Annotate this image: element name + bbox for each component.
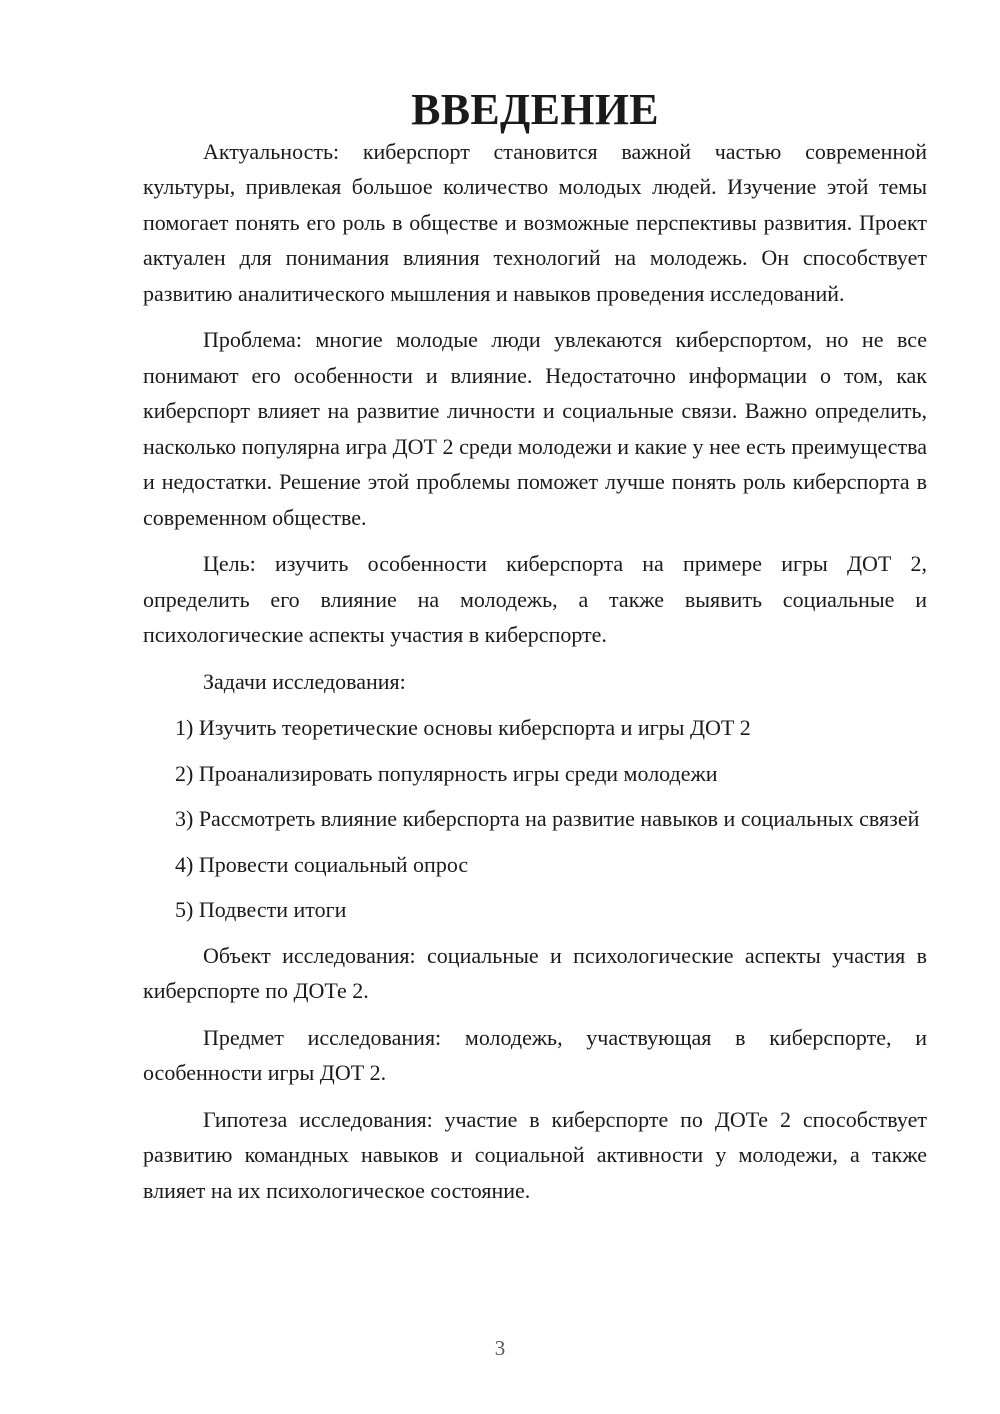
paragraph-object: Объект исследования: социальные и психологические аспекты участия в киберспорте по ДОТе 2. [143,942,927,1003]
paragraph-hypothesis: Гипотеза исследования: участие в киберспорте по ДОТе 2 способствует развитию командных навыков и социальной активности у молодежи, а также влияет на их психологическое состояние. [143,1106,927,1203]
page-content [143,85,927,1219]
paragraph-goal: Цель: изучить особенности киберспорта на примере игры ДОТ 2, определить его влияние на молодежь, а также выявить социальные и психологические аспекты участия в киберспорте. [143,551,927,647]
task-item: 1) Изучить теоретические основы киберспорта и игры ДОТ 2 [175,715,751,740]
task-item: 2) Проанализировать популярность игры среди молодежи [175,760,718,786]
paragraph-subject: Предмет исследования: молодежь, участвующая в киберспорте, и особенности игры ДОТ 2. [143,1024,927,1085]
task-item: 5) Подвести итоги [175,897,347,922]
paragraph-tasks-title: Задачи исследования: [203,668,406,694]
paragraph-problem: Проблема: многие молодые люди увлекаются киберспортом, но не все понимают его особенности и влияние. Недостаточно информации о том, как киберспорт влияет на развитие личности и социальные связи. Важно определить, насколько популярна игра ДОТ 2 среди молодежи и какие у нее есть преимущества и недостатки. Решение этой проблемы поможет лучше понять роль киберспорта в современном обществе. [143,327,927,530]
section-heading: ВВЕДЕНИЕ [411,85,659,134]
task-item: 4) Провести социальный опрос [175,851,469,877]
tasks-list [143,710,927,928]
task-item: 3) Рассмотреть влияние киберспорта на развитие навыков и социальных связей [175,806,920,831]
page-number: 3 [494,1336,506,1360]
paragraph-relevance: Актуальность: киберспорт становится важной частью современной культуры, привлекая большое количество молодых людей. Изучение этой темы помогает понять его роль в обществе и возможные перспективы развития. Проект актуален для понимания влияния технологий на молодежь. Он способствует развитию аналитического мышления и навыков проведения исследований. [143,138,927,306]
